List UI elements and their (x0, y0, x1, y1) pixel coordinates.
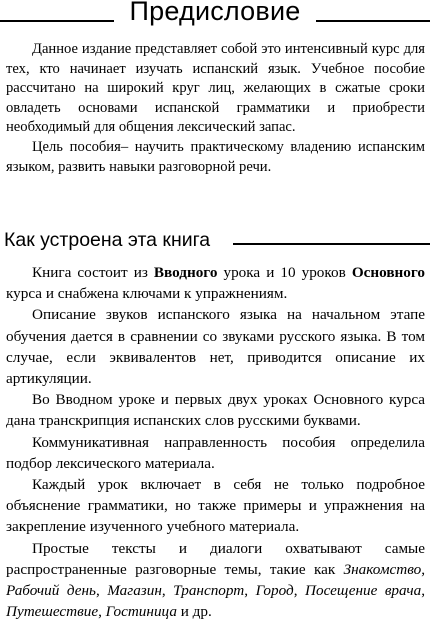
section-body (6, 262, 425, 622)
body-paragraph-1-text: Книга состоит из (32, 264, 154, 281)
topic-item: Путешествие (6, 603, 99, 621)
body-paragraph-6 (6, 538, 425, 622)
section-heading-rule (233, 243, 430, 245)
topic-item: Магазин (107, 582, 162, 600)
topic-item: Знакомство (343, 560, 422, 578)
topic-item: Посещение врача (305, 582, 422, 600)
topic-separator: , (244, 582, 256, 600)
section-heading-row (0, 226, 430, 254)
topic-item: Рабочий день (6, 582, 96, 600)
topic-item: Гостиница (105, 603, 177, 621)
title-rule-right (316, 20, 430, 22)
topic-separator: , (421, 582, 426, 600)
topic-separator: , (421, 560, 425, 578)
body-paragraph-6-text: Простые тексты и диалоги охватывают самые распространенные разговорные темы, такие как (6, 539, 425, 578)
topic-separator: , (161, 582, 174, 600)
intro-paragraph-2: Цель пособия– научить практическому владению испанским языком, развить навыки разговорной речи. (6, 138, 425, 175)
body-paragraph-3: Во Вводном уроке и первых двух уроках Основного курса дана транскрипция испанских слов русскими буквами. (6, 391, 425, 430)
body-paragraph-1-text-3: курса и снабжена ключами к упражнениям. (6, 285, 288, 303)
topic-separator: , (95, 582, 108, 600)
topic-item: Транспорт (173, 582, 245, 600)
body-paragraph-6-end: и др. (176, 603, 212, 621)
intro-paragraph-1: Данное издание представляет собой это интенсивный курс для тех, кто начинает изучать испанский язык. Учебное пособие рассчитано на широкий круг лиц, желающих в сжатые сроки овладеть основами испанской грамматики и приобрести необходимый для общения лексический запас. (6, 41, 425, 136)
topic-separator: , (98, 603, 106, 621)
topic-item: Город (255, 582, 294, 600)
intro-text (6, 40, 425, 177)
topic-separator: , (293, 582, 306, 600)
body-paragraph-2: Описание звуков испанского языка на начальном этапе обучения дается в сравнении со звуками русского языка. В том случае, если эквивалентов нет, приводится описание их артикуляции. (6, 306, 425, 388)
page-title-row (0, 0, 430, 30)
body-paragraph-4: Коммуникативная направленность пособия определила подбор лексического материала. (6, 433, 425, 472)
osnovnoy-emphasis: Основного (351, 264, 426, 281)
body-paragraph-5: Каждый урок включает в себя не только подробное объяснение грамматики, но также примеры и упражнения на закрепление изученного учебного материала. (6, 476, 425, 536)
body-paragraph-1-text-2: урока и 10 уроков (217, 264, 352, 281)
body-paragraph-1 (6, 262, 425, 304)
vvodny-emphasis: Вводного (153, 264, 218, 281)
section-heading: Как устроена эта книга (4, 229, 211, 251)
page-title: Предисловие (129, 0, 301, 26)
